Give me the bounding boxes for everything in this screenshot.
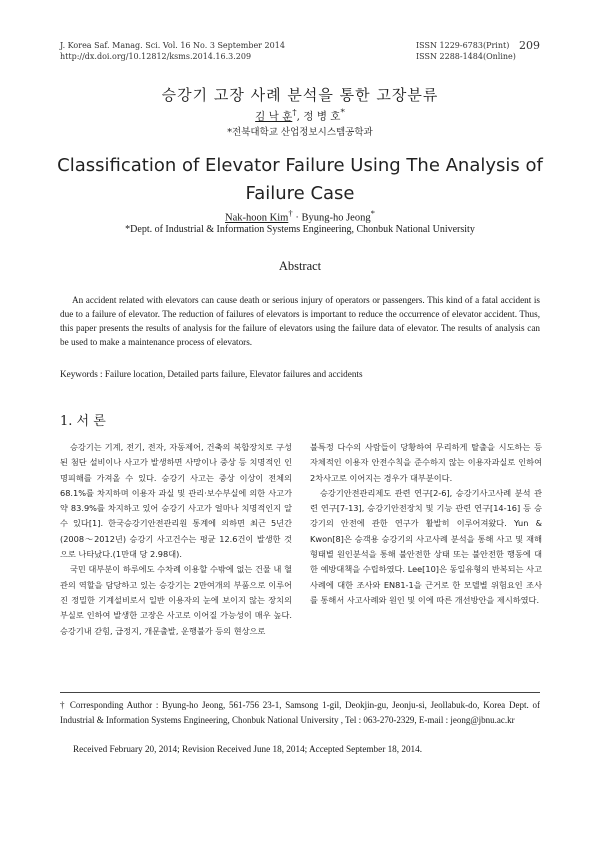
abstract-text: An accident related with elevators can cause death or serious injury of operators or passengers. This kind of a fatal accident is due to a failure of elevator. The reduction of failures of elevators is important to reduce the occurrence of elevator accident. Thus, this paper presents the results of analysis for the failure of elevators using the failure data of elevator. The results of analysis can be used to make a maintenance process of elevators. (60, 295, 540, 347)
issn-block (416, 40, 516, 62)
corresponding-author-footnote: † Corresponding Author : Byung-ho Jeong, 561-756 23-1, Samsong 1-gil, Deokjin-gu, Jeonju-si, Jeollabuk-do, Korea Dept. of Industrial & Information Systems Engineering, Chonbuk National University , Tel : 063-270-2329, E-mail : jeong@jbnu.ac.kr (60, 700, 540, 725)
author-ko-first: 김 낙 훈 (255, 110, 293, 123)
doi-link[interactable]: http://dx.doi.org/10.12812/ksms.2014.16.3.209 (60, 52, 252, 61)
received-dates: Received February 20, 2014; Revision Received June 18, 2014; Accepted September 18, 2014. (73, 744, 423, 754)
keywords: Keywords : Failure location, Detailed parts failure, Elevator failures and accidents (60, 369, 363, 379)
affiliation-english: *Dept. of Industrial & Information Systems Engineering, Chonbuk National University (125, 224, 475, 235)
author-ko-second: 정 병 호 (303, 110, 341, 123)
abstract-heading: Abstract (278, 259, 322, 273)
paragraph: 불특정 다수의 사람들이 당황하여 무리하게 탈출을 시도하는 등 자체적인 이용자 안전수칙을 준수하지 않는 이용자과실로 인하여 2차사고로 이어지는 경우가 대부분이다. (310, 442, 542, 483)
issn-online: ISSN 2288-1484(Online) (416, 52, 516, 61)
paragraph: 국민 대부분이 하루에도 수차례 이용할 수밖에 없는 건물 내 혈관의 역할을 담당하고 있는 승강기는 2만여개의 부품으로 이루어진 정밀한 기계설비로서 일반 이용자의 눈에 보이지 않는 장치의 부실로 인하여 발생한 고장은 사고로 이어질 가능성이 매우 높다. 승강기내 갇힘, 급정지, 개문출발, 운행불가 등의 현상으로 (60, 564, 292, 636)
journal-header (60, 40, 285, 62)
body-column-left (60, 440, 292, 639)
footnote-divider (60, 692, 540, 693)
affiliation-korean: *전북대학교 산업정보시스템공학과 (227, 127, 373, 138)
journal-citation: J. Korea Saf. Manag. Sci. Vol. 16 No. 3 September 2014 (60, 41, 285, 50)
body-column-right (310, 440, 542, 608)
author-ko-separator: , (296, 110, 304, 123)
authors-english (40, 208, 560, 224)
page-number: 209 (519, 39, 540, 52)
issn-print: ISSN 1229-6783(Print) (416, 41, 510, 50)
author-en-separator: · (292, 212, 302, 224)
section-heading-introduction: 1. 서 론 (60, 414, 106, 429)
paragraph: 승강기는 기계, 전기, 전자, 자동제어, 건축의 복합장치로 구성된 첨단 설비이나 사고가 발생하면 사망이나 중상 등 치명적인 인명피해를 가져올 수 있다. 승강기 사고는 중상 이상이 전체의 68.1%를 차지하며 이용자 과실 및 관리·보수부실에 의한 사고가 약 83.9%를 차지하고 있어 승강기 사고가 얼마나 치명적인지 알 수 있다[1]. 한국승강기안전관리원 통계에 의하면 최근 5년간(2008～2012년) 승강기 사고건수는 평균 12.6건이 발생한 것으로 나타났다.(1만대 당 2.98대). (60, 442, 292, 560)
author-en-first: Nak-hoon Kim (225, 212, 289, 224)
authors-korean (40, 108, 560, 124)
title-english: Classification of Elevator Failure Using The Analysis of Failure Case (57, 155, 543, 204)
author-ko-first-mark: † (292, 108, 297, 118)
paragraph: 승강기안전관리제도 관련 연구[2-6], 승강기사고사례 분석 관련 연구[7-13], 승강기안전장치 및 기능 관련 연구[14-16] 등 승강기의 안전에 관한 연구가 활발히 이루어져왔다. Yun & Kwon[8]은 승객용 승강기의 사고사례 분석을 통해 사고 및 재해 형태별 원인분석을 통해 불안전한 상태 또는 불안전한 행동에 대한 예방대책을 수립하였다. Lee[10]은 동일유형의 반복되는 사고사례에 대한 조사와 EN81-1을 근거로 한 모델별 위험요인 조사를 통해서 사고사례와 원인 및 이에 따른 개선방안을 제시하였다. (310, 487, 542, 605)
author-en-first-mark: † (288, 208, 293, 218)
author-en-second-mark: * (370, 208, 375, 218)
author-en-second: Byung-ho Jeong (301, 212, 371, 224)
title-korean: 승강기 고장 사례 분석을 통한 고장분류 (161, 86, 439, 104)
author-ko-second-mark: * (340, 108, 345, 118)
